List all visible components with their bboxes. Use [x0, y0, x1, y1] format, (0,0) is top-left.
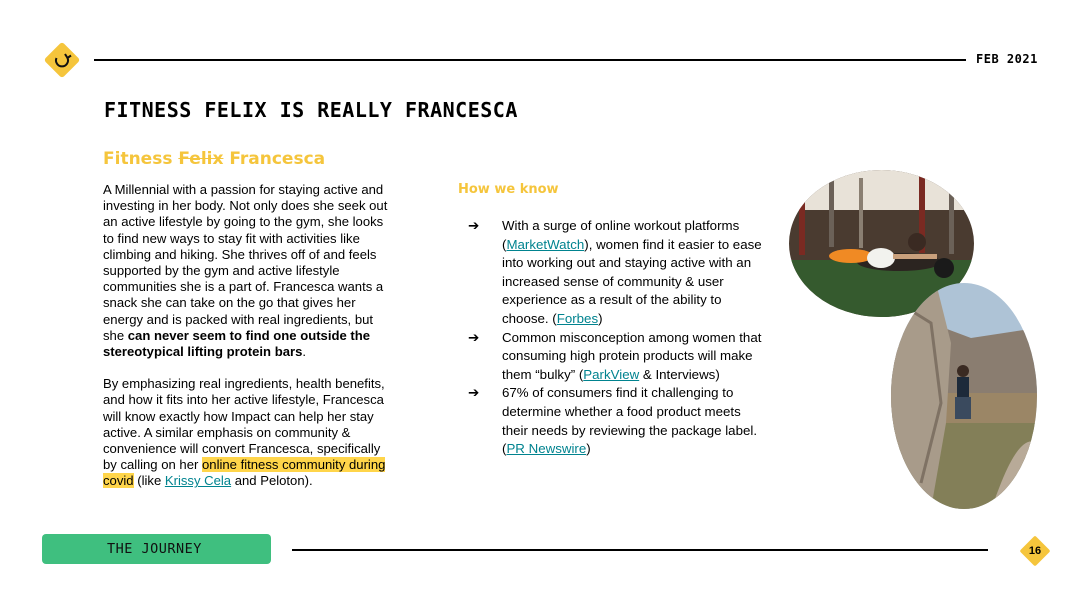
arrow-icon: ➔	[468, 329, 480, 345]
evidence-list	[468, 217, 768, 459]
persona-title	[103, 149, 325, 169]
krissy-cela-link[interactable]: Krissy Cela	[164, 473, 232, 489]
list-item	[468, 384, 768, 458]
list-item	[468, 329, 768, 385]
persona-paragraph-2	[103, 376, 395, 489]
bullet-text: & Interviews)	[639, 366, 720, 382]
persona-title-struck: Felix	[178, 149, 224, 169]
bullet-text: With a surge of online workout platforms (	[502, 218, 740, 252]
bullet-text: 67% of consumers find it challenging to determine whether a food product meets their needs by reviewing the package label. (	[502, 385, 758, 457]
how-we-know-title: How we know	[458, 182, 559, 197]
arrow-icon: ➔	[468, 218, 480, 233]
p2-highlight: online fitness community during covid	[103, 457, 386, 489]
page-number: 16	[1028, 545, 1042, 557]
bullet-text: )	[586, 441, 591, 457]
arrow-icon: ➔	[468, 385, 480, 401]
bullet-text: )	[598, 310, 603, 326]
persona-title-prefix: Fitness	[103, 149, 173, 169]
footer-divider	[292, 549, 988, 551]
parkview-link[interactable]: ParkView	[583, 366, 640, 382]
rock-climbing-photo	[891, 283, 1037, 509]
p1-bold-text: can never seem to find one outside the stereotypical lifting protein bars	[103, 327, 371, 360]
p1-text: A Millennial with a passion for staying active and investing in her body. Not only does she seek out an active lifestyle by going to the gym, she looks to find new ways to stay fit with activities like climbing and hiking. She thrives off of and feels supported by the gym and active lifestyle communities she is a part of. Francesca wants a snack she can take on the go that gives her energy and is packed with real ingredients, but she	[103, 182, 388, 343]
marketwatch-link[interactable]: MarketWatch	[506, 236, 585, 252]
forbes-link[interactable]: Forbes	[556, 310, 599, 326]
p2-mid: (like	[133, 473, 165, 489]
persona-title-name: Francesca	[229, 149, 326, 169]
list-item	[468, 217, 768, 329]
bullet-text: Common misconception among women that consuming high protein products will make them “bulky” (	[502, 329, 762, 382]
p2-end: and Peloton).	[231, 473, 313, 489]
persona-paragraph-1	[103, 182, 395, 360]
persona-description	[103, 182, 395, 490]
bullet-text: ), women find it easier to ease into working out and staying active with an increased sense of community & user experience as a result of the ability to choose. (	[502, 236, 762, 326]
p1-end: .	[302, 344, 306, 360]
the-journey-button[interactable]: THE JOURNEY	[42, 534, 271, 564]
slide-title: FITNESS FELIX IS REALLY FRANCESCA	[104, 98, 518, 122]
date-label: FEB 2021	[976, 52, 1038, 66]
header-divider	[94, 59, 966, 61]
p2-text: By emphasizing real ingredients, health benefits, and how it fits into her active lifestyle, Francesca will know exactly how Impact can help her stay active. A similar emphasis on community & convenience will convert Francesca, specifically by calling on her	[103, 376, 385, 473]
pr-newswire-link[interactable]: PR Newswire	[506, 441, 587, 457]
curved-arrow-logo-icon	[42, 40, 82, 80]
